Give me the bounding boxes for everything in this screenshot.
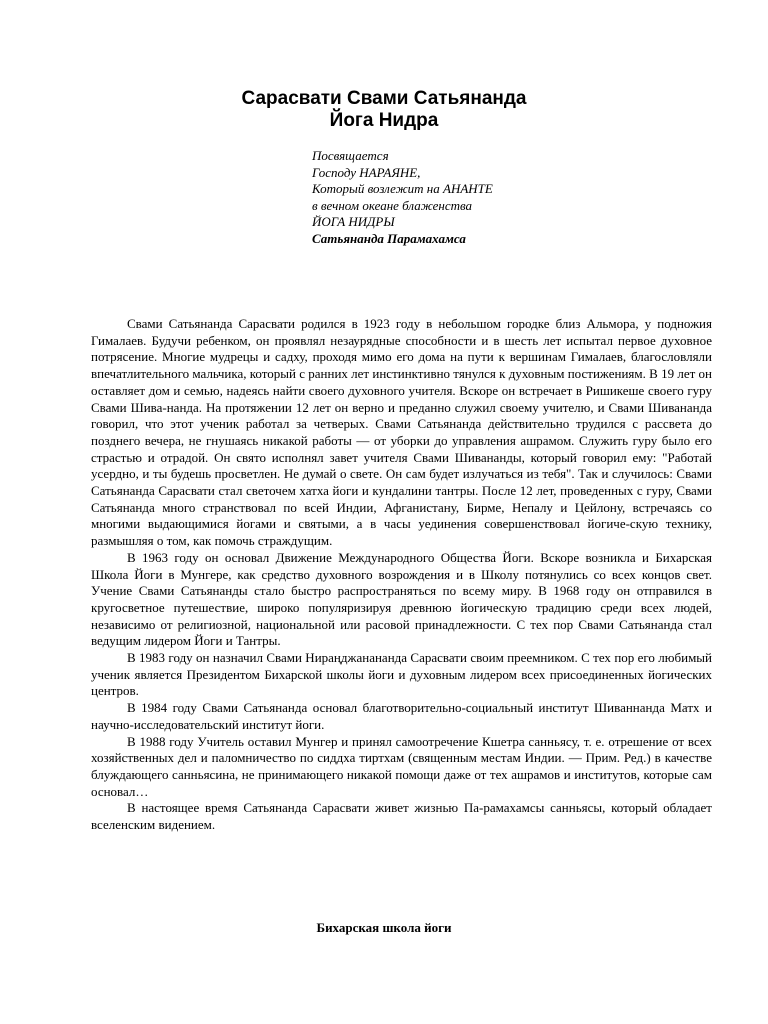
- dedication-block: [312, 148, 493, 247]
- paragraph: В 1984 году Свами Сатьянанда основал благотворительно-социальный институт Шиваннанда Матх и научно-исследовательский институт йоги.: [91, 700, 712, 732]
- footer-signature: Бихарская школа йоги: [316, 920, 452, 935]
- dedication-line: Посвящается: [312, 148, 389, 163]
- paragraph: В настоящее время Сатьянанда Сарасвати живет жизнью Па-рамахамсы санньясы, который обладает вселенским видением.: [91, 800, 712, 833]
- author-heading: Сарасвати Свами Сатьянанда: [241, 88, 527, 109]
- biography-text: [91, 316, 712, 834]
- dedication-line: в вечном океане блаженства: [312, 197, 473, 213]
- book-title: Йога Нидра: [329, 110, 439, 131]
- dedication-line: Который возлежит на АНАНТЕ: [312, 181, 493, 196]
- paragraph: В 1988 году Учитель оставил Мунгер и принял самоотречение Кшетра санньясу, т. е. отрешение от всех хозяйственных дел и паломничество по сиддха тиртхам (священным местам Индии. — Прим. Ред.) в качестве блуждающего санньясина, не принимающего никакой помощи даже от тех ашрамов и институтов, которые сам основал…: [91, 733, 712, 799]
- dedication-line: Господу НАРАЯНЕ,: [312, 164, 421, 180]
- paragraph: В 1963 году он основал Движение Международного Общества Йоги. Вскоре возникла и Бихарская Школа Йоги в Мунгере, как средство духовного возрождения и в Школу потянулись со всех концов свет. Учение Свами Сатьянанды стало быстро распространяться по всему миру. В 1968 году он отправился в кругосветное путешествие, широко популяризируя древнюю йогическую традицию среди всех людей, независимо от религиозной, национальной или расовой принадлежности. С тех пор Свами Сатьянанда стал ведущим лидером Йоги и Тантры.: [91, 549, 712, 649]
- dedication-line: ЙОГА НИДРЫ: [312, 214, 395, 229]
- paragraph: В 1983 году он назначил Свами Нираңджанананда Сарасвати своим преемником. С тех пор его любимый ученик является Президентом Бихарской школы йоги и духовным лидером всех присоединенных йогических центров.: [91, 650, 712, 699]
- paragraph: Свами Сатьянанда Сарасвати родился в 1923 году в небольшом городке близ Альмора, у подножия Гималаев. Будучи ребенком, он проявлял незаурядные способности и в шесть лет испытал первое духовное потрясение. Многие мудрецы и садху, проходя мимо его дома на пути к вершинам Гималаев, благословляли впечатлительного мальчика, который с ранних лет инстинктивно тянулся к духовным постижениям. В 19 лет он оставляет дом и семью, надеясь найти своего духовного учителя. Вскоре он встречает в Ришикеше своего гуру Свами Шива-нанда. На протяжении 12 лет он верно и преданно служил своему учителю, и Свами Шивананда говорил, что этот ученик работал за четверых. Свами Сатьянанда действительно трудился с рассвета до позднего вечера, не гнушаясь никакой работы — от уборки до управления ашрамом. Служить гуру было его страстью и отрадой. Он свято исполнял завет учителя Свами Шивананды, который говорил ему: "Работай усердно, и ты будешь просветлен. Не думай о свете. Он сам будет излучаться из тебя". Так и случилось: Свами Сатьянанда Сарасвати стал светочем хатха йоги и кундалини тантры. После 12 лет, проведенных с гуру, Свами Сатьянанда много странствовал по всей Индии, Афганистану, Бирме, Непалу и Цейлону, встречаясь со многими выдающимися йогами и святыми, а в часы уединения совершенствовал йогиче-скую технику, размышляя о том, как помочь страждущим.: [91, 316, 712, 549]
- dedication-signature: Сатьянанда Парамахамса: [312, 230, 466, 246]
